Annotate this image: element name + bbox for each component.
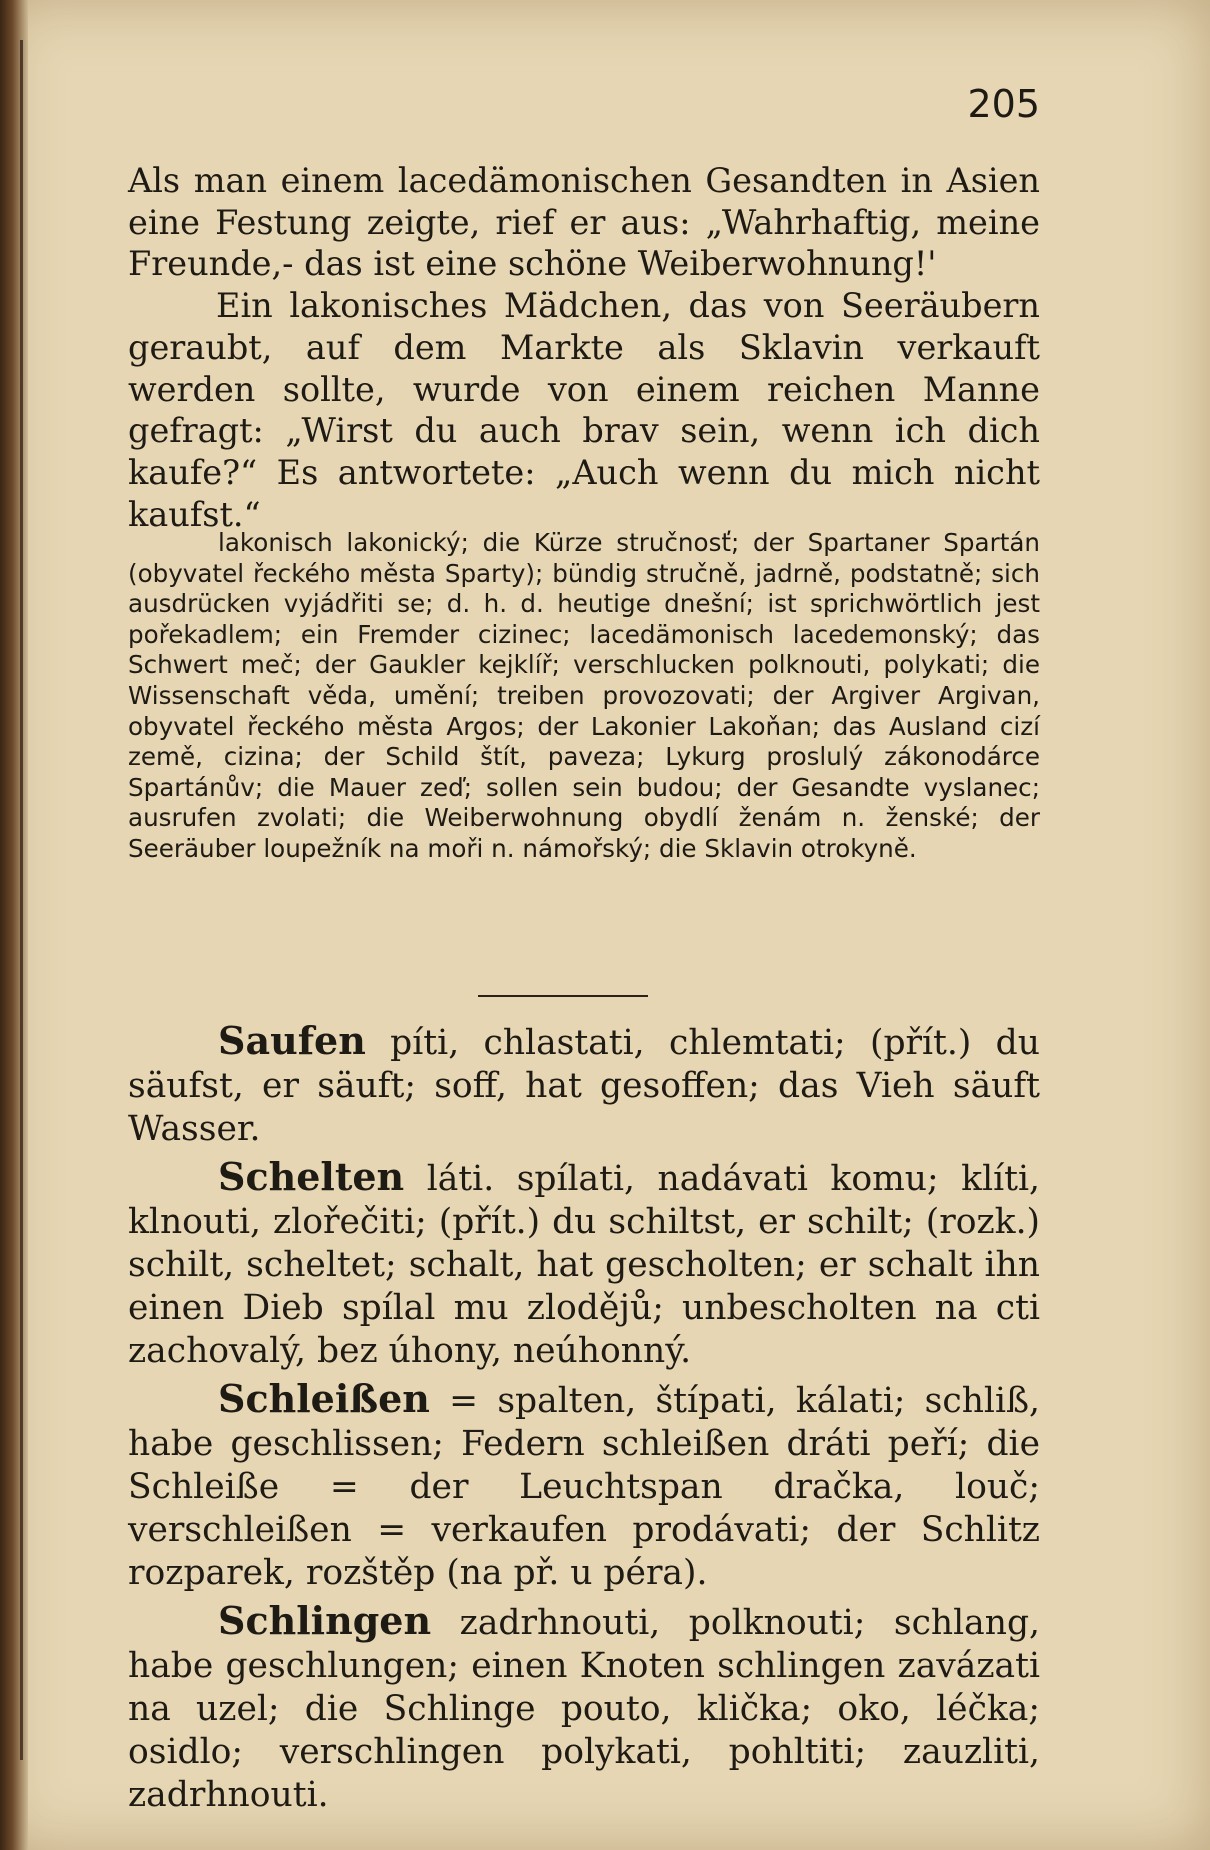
entry-schelten bbox=[128, 1156, 1040, 1372]
entry-saufen bbox=[128, 1020, 1040, 1150]
anecdote-paragraph-2: Ein lakonisches Mädchen, das von Seeräubern geraubt, auf dem Markte als Sklavin verkauft werden sollte, wurde von einem reichen Manne gefragt: „Wirst du auch brav sein, wenn ich dich kaufe?“ Es antwortete: „Auch wenn du mich nicht kaufst.“ bbox=[128, 286, 1040, 534]
reading-text bbox=[128, 160, 1040, 535]
dictionary-entries bbox=[128, 1020, 1040, 1816]
headword: Schelten bbox=[218, 1154, 405, 1200]
page-number: 205 bbox=[967, 82, 1040, 126]
binding-line bbox=[20, 40, 23, 1760]
book-spine-edge bbox=[0, 0, 28, 1850]
headword: Schleißen bbox=[218, 1376, 430, 1422]
headword: Saufen bbox=[218, 1018, 366, 1063]
entry-text: = spalten, štípati, kálati; schliß, habe geschlissen; Federn schleißen dráti peří; die Schleiße = der Leuchtspan dračka, louč; verschleißen = verkaufen prodávati; der Schlitz rozparek, rozštěp (na př. u péra). bbox=[128, 1381, 1040, 1593]
vocabulary-glossary: lakonisch lakonický; die Kürze stručnosť; der Spartaner Spartán (obyvatel řeckého města Sparty); bündig stručně, jadrně, podstatně; sich ausdrücken vyjádřiti se; d. h. d. heutige dnešní; ist sprichwörtlich jest pořekadlem; ein Fremder cizinec; lacedämonisch lacedemonský; das Schwert meč; der Gaukler kejklíř; verschlucken polknouti, polykati; die Wissenschaft věda, umění; treiben provozovati; der Argiver Argivan, obyvatel řeckého města Argos; der Lakonier Lakoňan; das Ausland cizí země, cizina; der Schild štít, paveza; Lykurg proslulý zákonodárce Spartánův; die Mauer zeď; sollen sein budou; der Gesandte vyslanec; ausrufen zvolati; die Weiberwohnung obydlí ženám n. ženské; der Seeräuber loupežník na moři n. námořský; die Sklavin otrokyně. bbox=[128, 528, 1040, 863]
headword: Schlingen bbox=[218, 1598, 432, 1644]
entry-schlingen bbox=[128, 1600, 1040, 1816]
entry-text: láti. spílati, nadávati komu; klíti, klnouti, zlořečiti; (přít.) du schiltst, er schilt; (rozk.) schilt, scheltet; schalt, hat gescholten; er schalt ihn einen Dieb spílal mu zlodějů; unbescholten na cti zachovalý, bez úhony, neúhonný. bbox=[128, 1159, 1040, 1371]
section-divider bbox=[478, 995, 648, 997]
entry-text: zadrhnouti, polknouti; schlang, habe geschlungen; einen Knoten schlingen zavázati na uzel; die Schlinge pouto, klička; oko, léčka; osidlo; verschlingen polykati, pohltiti; zauzliti, zadrhnouti. bbox=[128, 1603, 1040, 1815]
anecdote-paragraph-1: Als man einem lacedämonischen Gesandten in Asien eine Festung zeigte, rief er aus: „Wahrhaftig, meine Freunde,- das ist eine schöne Weiberwohnung!' bbox=[128, 161, 1040, 284]
entry-schleissen bbox=[128, 1378, 1040, 1594]
entry-text: píti, chlastati, chlemtati; (přít.) du säufst, er säuft; soff, hat gesoffen; das Vieh säuft Wasser. bbox=[128, 1023, 1040, 1149]
